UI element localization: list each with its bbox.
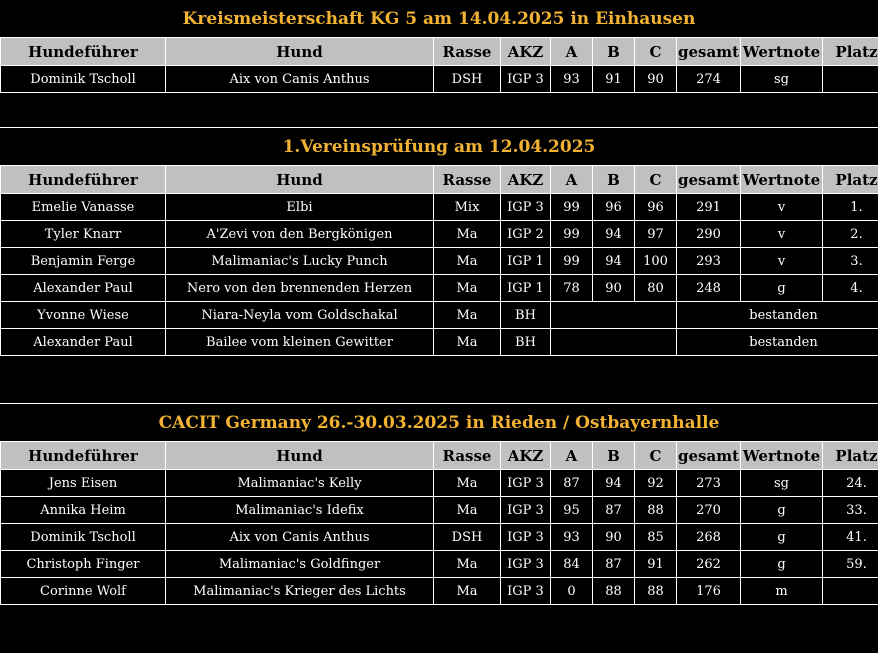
col-breed: Ma bbox=[434, 551, 501, 578]
col-c: 85 bbox=[635, 524, 677, 551]
header-col-grade: Wertnote bbox=[741, 38, 823, 66]
col-c: 88 bbox=[635, 497, 677, 524]
col-c: 90 bbox=[635, 66, 677, 93]
col-dog: Bailee vom kleinen Gewitter bbox=[166, 329, 434, 356]
col-dog: Aix von Canis Anthus bbox=[166, 66, 434, 93]
col-breed: Ma bbox=[434, 248, 501, 275]
col-handler: Dominik Tscholl bbox=[1, 66, 166, 93]
header-row bbox=[1, 38, 878, 66]
col-grade: g bbox=[741, 551, 823, 578]
col-breed: Ma bbox=[434, 275, 501, 302]
col-grade: sg bbox=[741, 470, 823, 497]
table-row bbox=[1, 248, 878, 275]
header-col-breed: Rasse bbox=[434, 442, 501, 470]
col-b: 87 bbox=[593, 497, 635, 524]
col-place: 1. bbox=[823, 194, 878, 221]
col-handler: Dominik Tscholl bbox=[1, 524, 166, 551]
col-c: 88 bbox=[635, 578, 677, 605]
header-col-place: Platz bbox=[823, 442, 878, 470]
header-col-a: A bbox=[551, 442, 593, 470]
header-col-c: C bbox=[635, 166, 677, 194]
table-row bbox=[1, 497, 878, 524]
col-b: 88 bbox=[593, 578, 635, 605]
col-b: 94 bbox=[593, 221, 635, 248]
col-total: 268 bbox=[677, 524, 741, 551]
header-col-grade: Wertnote bbox=[741, 442, 823, 470]
col-handler: Christoph Finger bbox=[1, 551, 166, 578]
header-col-b: B bbox=[593, 166, 635, 194]
col-dog: Niara-Neyla vom Goldschakal bbox=[166, 302, 434, 329]
header-col-handler: Hundeführer bbox=[1, 166, 166, 194]
col-place: 4. bbox=[823, 275, 878, 302]
col-a: 87 bbox=[551, 470, 593, 497]
header-col-grade: Wertnote bbox=[741, 166, 823, 194]
col-breed: Ma bbox=[434, 221, 501, 248]
col-grade: g bbox=[741, 497, 823, 524]
table-row bbox=[1, 66, 878, 93]
header-col-dog: Hund bbox=[166, 442, 434, 470]
col-akz: IGP 3 bbox=[501, 551, 551, 578]
col-place: 2. bbox=[823, 221, 878, 248]
col-dog: Malimaniac's Krieger des Lichts bbox=[166, 578, 434, 605]
col-handler: Alexander Paul bbox=[1, 275, 166, 302]
col-c: 96 bbox=[635, 194, 677, 221]
col-c: 92 bbox=[635, 470, 677, 497]
results-table bbox=[0, 441, 878, 605]
col-dog: Aix von Canis Anthus bbox=[166, 524, 434, 551]
col-total: 270 bbox=[677, 497, 741, 524]
col-a: 99 bbox=[551, 221, 593, 248]
col-place bbox=[823, 578, 878, 605]
col-a: 99 bbox=[551, 248, 593, 275]
col-breed: Ma bbox=[434, 302, 501, 329]
header-col-akz: AKZ bbox=[501, 442, 551, 470]
col-total: 248 bbox=[677, 275, 741, 302]
header-col-handler: Hundeführer bbox=[1, 442, 166, 470]
header-row bbox=[1, 442, 878, 470]
header-col-b: B bbox=[593, 38, 635, 66]
col-total: 291 bbox=[677, 194, 741, 221]
col-breed: DSH bbox=[434, 524, 501, 551]
col-place: 59. bbox=[823, 551, 878, 578]
section-title: Kreismeisterschaft KG 5 am 14.04.2025 in Einhausen bbox=[182, 9, 696, 29]
col-total: 176 bbox=[677, 578, 741, 605]
col-total: 273 bbox=[677, 470, 741, 497]
col-total: 274 bbox=[677, 66, 741, 93]
table-row bbox=[1, 302, 878, 329]
table-row bbox=[1, 551, 878, 578]
col-breed: Ma bbox=[434, 578, 501, 605]
col-dog: Malimaniac's Idefix bbox=[166, 497, 434, 524]
col-grade: v bbox=[741, 248, 823, 275]
col-place bbox=[823, 66, 878, 93]
col-akz: BH bbox=[501, 302, 551, 329]
col-breed: DSH bbox=[434, 66, 501, 93]
header-col-total: gesamt bbox=[677, 38, 741, 66]
col-b: 87 bbox=[593, 551, 635, 578]
table-row bbox=[1, 524, 878, 551]
col-handler: Annika Heim bbox=[1, 497, 166, 524]
col-a: 93 bbox=[551, 524, 593, 551]
col-a: 95 bbox=[551, 497, 593, 524]
col-handler: Corinne Wolf bbox=[1, 578, 166, 605]
col-akz: IGP 3 bbox=[501, 578, 551, 605]
col-handler: Alexander Paul bbox=[1, 329, 166, 356]
col-a: 84 bbox=[551, 551, 593, 578]
col-breed: Ma bbox=[434, 470, 501, 497]
section-title: CACIT Germany 26.-30.03.2025 in Rieden / Ostbayernhalle bbox=[158, 413, 720, 433]
col-handler: Tyler Knarr bbox=[1, 221, 166, 248]
col-grade: g bbox=[741, 524, 823, 551]
table-row bbox=[1, 194, 878, 221]
col-akz: IGP 3 bbox=[501, 66, 551, 93]
empty-scores bbox=[551, 329, 677, 356]
col-total: 290 bbox=[677, 221, 741, 248]
col-handler: Benjamin Ferge bbox=[1, 248, 166, 275]
col-b: 90 bbox=[593, 275, 635, 302]
col-a: 99 bbox=[551, 194, 593, 221]
table-row bbox=[1, 578, 878, 605]
col-grade: v bbox=[741, 194, 823, 221]
header-col-total: gesamt bbox=[677, 166, 741, 194]
header-col-handler: Hundeführer bbox=[1, 38, 166, 66]
col-dog: Nero von den brennenden Herzen bbox=[166, 275, 434, 302]
header-col-dog: Hund bbox=[166, 38, 434, 66]
col-c: 80 bbox=[635, 275, 677, 302]
col-handler: Jens Eisen bbox=[1, 470, 166, 497]
col-c: 100 bbox=[635, 248, 677, 275]
col-akz: IGP 3 bbox=[501, 497, 551, 524]
col-breed: Ma bbox=[434, 329, 501, 356]
header-col-akz: AKZ bbox=[501, 166, 551, 194]
col-c: 97 bbox=[635, 221, 677, 248]
col-breed: Mix bbox=[434, 194, 501, 221]
header-col-breed: Rasse bbox=[434, 38, 501, 66]
col-a: 0 bbox=[551, 578, 593, 605]
col-a: 78 bbox=[551, 275, 593, 302]
col-grade: sg bbox=[741, 66, 823, 93]
col-akz: IGP 1 bbox=[501, 275, 551, 302]
col-dog: Malimaniac's Kelly bbox=[166, 470, 434, 497]
col-handler: Emelie Vanasse bbox=[1, 194, 166, 221]
col-b: 91 bbox=[593, 66, 635, 93]
col-place: 3. bbox=[823, 248, 878, 275]
col-akz: IGP 3 bbox=[501, 194, 551, 221]
col-dog: Malimaniac's Goldfinger bbox=[166, 551, 434, 578]
header-row bbox=[1, 166, 878, 194]
result-cell: bestanden bbox=[677, 329, 878, 356]
col-akz: IGP 3 bbox=[501, 524, 551, 551]
result-cell: bestanden bbox=[677, 302, 878, 329]
section-title: 1.Vereinsprüfung am 12.04.2025 bbox=[282, 137, 596, 157]
table-row bbox=[1, 470, 878, 497]
col-breed: Ma bbox=[434, 497, 501, 524]
col-total: 262 bbox=[677, 551, 741, 578]
col-a: 93 bbox=[551, 66, 593, 93]
results-table bbox=[0, 165, 878, 356]
header-col-a: A bbox=[551, 38, 593, 66]
header-col-dog: Hund bbox=[166, 166, 434, 194]
col-grade: g bbox=[741, 275, 823, 302]
col-dog: A'Zevi von den Bergkönigen bbox=[166, 221, 434, 248]
table-row bbox=[1, 275, 878, 302]
header-col-total: gesamt bbox=[677, 442, 741, 470]
header-col-place: Platz bbox=[823, 166, 878, 194]
col-grade: v bbox=[741, 221, 823, 248]
col-b: 90 bbox=[593, 524, 635, 551]
header-col-place: Platz bbox=[823, 38, 878, 66]
col-place: 33. bbox=[823, 497, 878, 524]
col-akz: IGP 3 bbox=[501, 470, 551, 497]
col-place: 41. bbox=[823, 524, 878, 551]
header-col-a: A bbox=[551, 166, 593, 194]
col-akz: IGP 2 bbox=[501, 221, 551, 248]
col-c: 91 bbox=[635, 551, 677, 578]
empty-scores bbox=[551, 302, 677, 329]
col-b: 94 bbox=[593, 248, 635, 275]
col-akz: BH bbox=[501, 329, 551, 356]
header-col-akz: AKZ bbox=[501, 38, 551, 66]
header-col-breed: Rasse bbox=[434, 166, 501, 194]
col-b: 94 bbox=[593, 470, 635, 497]
header-col-c: C bbox=[635, 442, 677, 470]
results-table bbox=[0, 37, 878, 93]
header-col-c: C bbox=[635, 38, 677, 66]
table-row bbox=[1, 329, 878, 356]
col-grade: m bbox=[741, 578, 823, 605]
col-dog: Malimaniac's Lucky Punch bbox=[166, 248, 434, 275]
col-dog: Elbi bbox=[166, 194, 434, 221]
col-total: 293 bbox=[677, 248, 741, 275]
table-row bbox=[1, 221, 878, 248]
col-akz: IGP 1 bbox=[501, 248, 551, 275]
header-col-b: B bbox=[593, 442, 635, 470]
col-handler: Yvonne Wiese bbox=[1, 302, 166, 329]
col-b: 96 bbox=[593, 194, 635, 221]
col-place: 24. bbox=[823, 470, 878, 497]
